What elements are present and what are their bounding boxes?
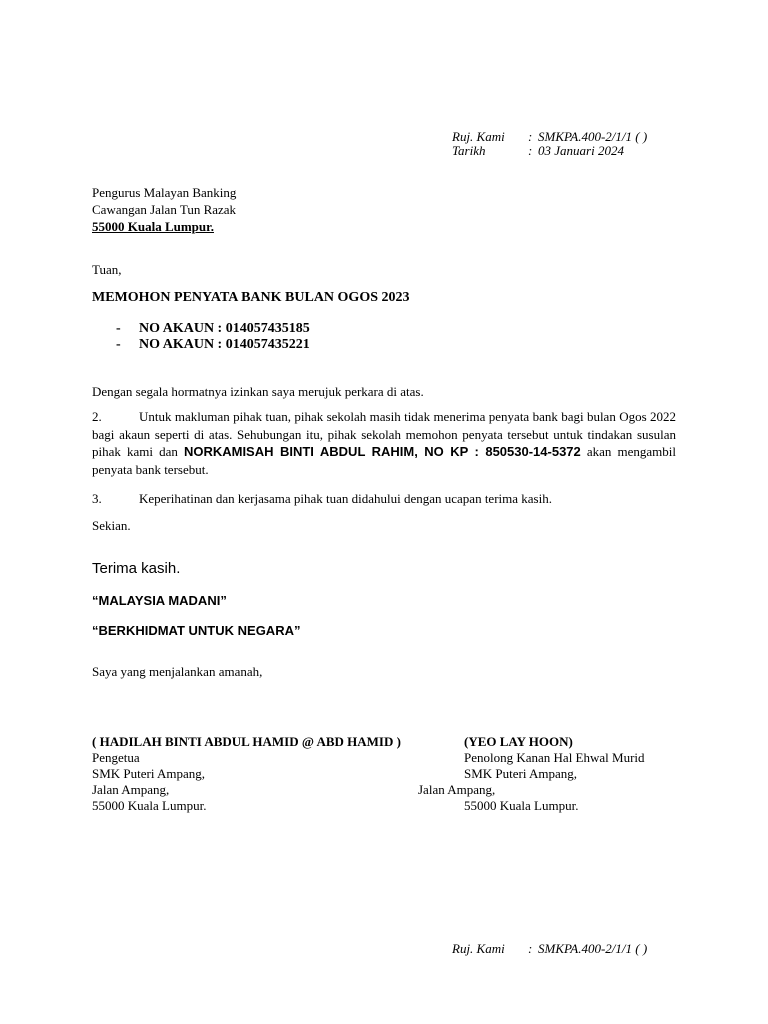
paragraph-2-text-a: Untuk makluman pihak tuan, pihak sekolah masih tidak menerima penyata bank bagi bulan Ogos 2022 bagi akaun seperti di atas. Sehubungan itu, pihak sekolah memohon penyata tersebut untuk tindakan susulan pihak kami dan xyxy=(92,409,676,459)
account-dash: - xyxy=(116,337,121,352)
paragraph-2-bold-name: NORKAMISAH BINTI ABDUL RAHIM, NO KP : 850530-14-5372 xyxy=(183,444,581,459)
account-item-2 xyxy=(116,337,310,353)
footer-reference-row xyxy=(452,941,712,957)
ruj-value: SMKPA.400-2/1/1 ( ) xyxy=(538,129,648,144)
paragraph-2-text-b: akan mengambil penyata bank tersebut. xyxy=(92,444,676,477)
amanah-text: Saya yang menjalankan amanah, xyxy=(92,664,263,679)
paragraph-2 xyxy=(92,408,676,478)
salutation: Tuan, xyxy=(92,262,122,277)
recipient-line-3: 55000 Kuala Lumpur. xyxy=(92,219,214,234)
sekian-text: Sekian. xyxy=(92,518,131,533)
subject-heading: MEMOHON PENYATA BANK BULAN OGOS 2023 xyxy=(92,290,410,305)
reference-tarikh-row xyxy=(452,143,712,159)
account-item-1 xyxy=(116,321,310,337)
left-signatory-addr-2: Jalan Ampang, xyxy=(92,782,170,797)
ruj-separator: : xyxy=(528,129,533,144)
right-signatory-addr-3: 55000 Kuala Lumpur. xyxy=(464,798,579,813)
motto-malaysia-madani: “MALAYSIA MADANI” xyxy=(92,593,227,608)
account-dash: - xyxy=(116,321,121,336)
right-signatory-addr-1: SMK Puteri Ampang, xyxy=(464,766,578,781)
footer-ruj-label: Ruj. Kami xyxy=(452,941,505,956)
account-text: NO AKAUN : 014057435221 xyxy=(139,337,310,352)
right-signatory-title: Penolong Kanan Hal Ehwal Murid xyxy=(464,750,645,765)
intro-paragraph: Dengan segala hormatnya izinkan saya merujuk perkara di atas. xyxy=(92,384,424,399)
right-signatory-addr-2: Jalan Ampang, xyxy=(418,782,496,797)
tarikh-label: Tarikh xyxy=(452,143,486,158)
left-signatory-addr-1: SMK Puteri Ampang, xyxy=(92,766,206,781)
tarikh-separator: : xyxy=(528,143,533,158)
paragraph-2-number: 2. xyxy=(92,409,102,424)
account-text: NO AKAUN : 014057435185 xyxy=(139,321,310,336)
left-signatory-name: ( HADILAH BINTI ABDUL HAMID @ ABD HAMID ) xyxy=(92,734,401,749)
paragraph-3 xyxy=(92,490,676,508)
paragraph-3-number: 3. xyxy=(92,491,102,506)
right-signatory-name: (YEO LAY HOON) xyxy=(464,734,573,749)
recipient-line-1: Pengurus Malayan Banking xyxy=(92,185,237,200)
ruj-label: Ruj. Kami xyxy=(452,129,505,144)
footer-ruj-value: SMKPA.400-2/1/1 ( ) xyxy=(538,941,648,956)
footer-ruj-separator: : xyxy=(528,941,533,956)
left-signatory-addr-3: 55000 Kuala Lumpur. xyxy=(92,798,207,813)
left-signatory-title: Pengetua xyxy=(92,750,140,765)
thanks-text: Terima kasih. xyxy=(92,560,181,577)
tarikh-value: 03 Januari 2024 xyxy=(538,143,624,158)
paragraph-3-text: Keperihatinan dan kerjasama pihak tuan didahului dengan ucapan terima kasih. xyxy=(139,491,552,506)
motto-berkhidmat: “BERKHIDMAT UNTUK NEGARA” xyxy=(92,623,301,638)
recipient-line-2: Cawangan Jalan Tun Razak xyxy=(92,202,237,217)
